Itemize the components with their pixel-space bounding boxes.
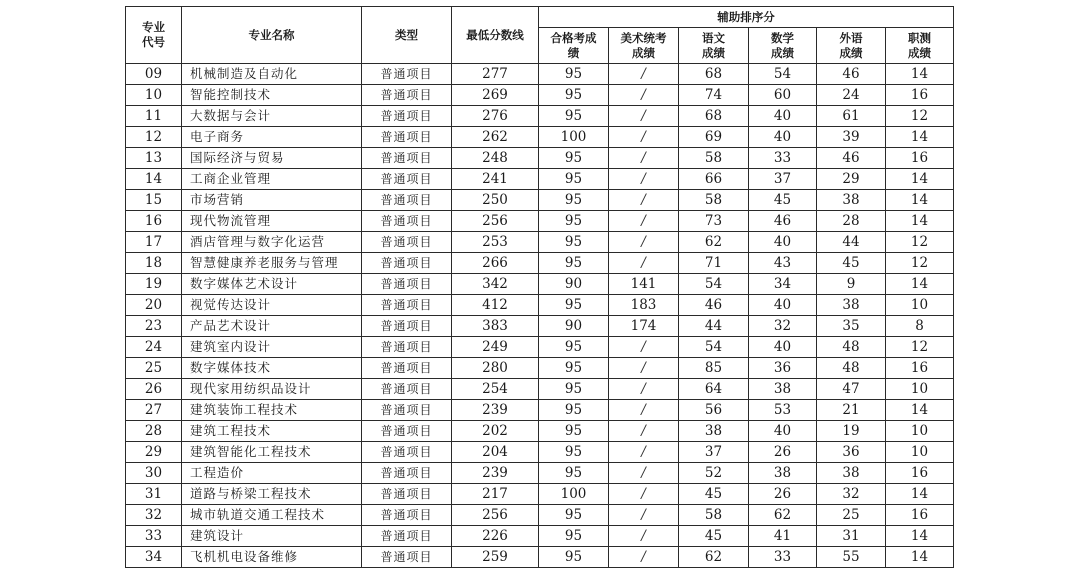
cell-min-score: 383 xyxy=(452,316,539,337)
cell-art-exam: 183 xyxy=(609,295,679,316)
cell-math: 40 xyxy=(749,421,817,442)
cell-type: 普通项目 xyxy=(362,526,452,547)
cell-art-exam: / xyxy=(609,358,679,379)
cell-min-score: 412 xyxy=(452,295,539,316)
cell-art-exam: / xyxy=(609,190,679,211)
header-art-exam: 美术统考成绩 xyxy=(609,28,679,64)
cell-math: 37 xyxy=(749,169,817,190)
cell-code: 29 xyxy=(126,442,182,463)
cell-code: 17 xyxy=(126,232,182,253)
cell-art-exam: / xyxy=(609,463,679,484)
cell-math: 32 xyxy=(749,316,817,337)
cell-code: 19 xyxy=(126,274,182,295)
cell-chinese: 73 xyxy=(679,211,749,232)
cell-name: 数字媒体技术 xyxy=(182,358,362,379)
cell-name: 建筑工程技术 xyxy=(182,421,362,442)
cell-min-score: 241 xyxy=(452,169,539,190)
cell-pass-exam: 95 xyxy=(539,64,609,85)
header-math: 数学成绩 xyxy=(749,28,817,64)
cell-code: 11 xyxy=(126,106,182,127)
table-row xyxy=(126,127,954,148)
cell-name: 建筑装饰工程技术 xyxy=(182,400,362,421)
cell-foreign-lang: 45 xyxy=(817,253,886,274)
cell-type: 普通项目 xyxy=(362,232,452,253)
cell-aptitude: 14 xyxy=(886,547,954,568)
table-row xyxy=(126,358,954,379)
cell-name: 工程造价 xyxy=(182,463,362,484)
cell-type: 普通项目 xyxy=(362,211,452,232)
cell-chinese: 44 xyxy=(679,316,749,337)
cell-math: 33 xyxy=(749,547,817,568)
cell-code: 14 xyxy=(126,169,182,190)
table-row xyxy=(126,295,954,316)
cell-name: 产品艺术设计 xyxy=(182,316,362,337)
cell-chinese: 62 xyxy=(679,232,749,253)
cell-chinese: 54 xyxy=(679,274,749,295)
cell-math: 45 xyxy=(749,190,817,211)
cell-pass-exam: 95 xyxy=(539,85,609,106)
cell-pass-exam: 95 xyxy=(539,442,609,463)
admission-score-table xyxy=(125,6,954,568)
cell-pass-exam: 95 xyxy=(539,190,609,211)
table-row xyxy=(126,64,954,85)
cell-foreign-lang: 9 xyxy=(817,274,886,295)
cell-chinese: 85 xyxy=(679,358,749,379)
cell-chinese: 66 xyxy=(679,169,749,190)
cell-aptitude: 12 xyxy=(886,232,954,253)
cell-min-score: 256 xyxy=(452,211,539,232)
cell-code: 31 xyxy=(126,484,182,505)
cell-art-exam: / xyxy=(609,379,679,400)
table-row xyxy=(126,547,954,568)
cell-pass-exam: 95 xyxy=(539,169,609,190)
cell-chinese: 74 xyxy=(679,85,749,106)
cell-min-score: 217 xyxy=(452,484,539,505)
cell-foreign-lang: 24 xyxy=(817,85,886,106)
table-row xyxy=(126,253,954,274)
cell-math: 62 xyxy=(749,505,817,526)
cell-chinese: 64 xyxy=(679,379,749,400)
cell-min-score: 256 xyxy=(452,505,539,526)
cell-type: 普通项目 xyxy=(362,379,452,400)
cell-min-score: 266 xyxy=(452,253,539,274)
cell-min-score: 250 xyxy=(452,190,539,211)
cell-math: 26 xyxy=(749,484,817,505)
cell-type: 普通项目 xyxy=(362,505,452,526)
cell-name: 智能控制技术 xyxy=(182,85,362,106)
cell-math: 40 xyxy=(749,295,817,316)
table-body xyxy=(126,64,954,568)
cell-pass-exam: 90 xyxy=(539,316,609,337)
cell-art-exam: / xyxy=(609,148,679,169)
cell-pass-exam: 95 xyxy=(539,421,609,442)
cell-aptitude: 12 xyxy=(886,337,954,358)
cell-name: 现代家用纺织品设计 xyxy=(182,379,362,400)
cell-pass-exam: 90 xyxy=(539,274,609,295)
cell-foreign-lang: 46 xyxy=(817,148,886,169)
cell-name: 电子商务 xyxy=(182,127,362,148)
admission-score-table-wrapper xyxy=(125,6,953,568)
cell-type: 普通项目 xyxy=(362,274,452,295)
cell-min-score: 259 xyxy=(452,547,539,568)
cell-chinese: 46 xyxy=(679,295,749,316)
cell-aptitude: 12 xyxy=(886,106,954,127)
cell-art-exam: / xyxy=(609,232,679,253)
cell-math: 34 xyxy=(749,274,817,295)
cell-aptitude: 14 xyxy=(886,169,954,190)
table-row xyxy=(126,505,954,526)
cell-min-score: 342 xyxy=(452,274,539,295)
cell-chinese: 56 xyxy=(679,400,749,421)
cell-pass-exam: 95 xyxy=(539,295,609,316)
cell-aptitude: 14 xyxy=(886,211,954,232)
cell-aptitude: 10 xyxy=(886,379,954,400)
cell-name: 数字媒体艺术设计 xyxy=(182,274,362,295)
cell-aptitude: 14 xyxy=(886,64,954,85)
table-row xyxy=(126,316,954,337)
cell-code: 18 xyxy=(126,253,182,274)
cell-art-exam: 174 xyxy=(609,316,679,337)
table-row xyxy=(126,169,954,190)
cell-aptitude: 16 xyxy=(886,463,954,484)
cell-foreign-lang: 38 xyxy=(817,190,886,211)
table-row xyxy=(126,148,954,169)
cell-art-exam: / xyxy=(609,442,679,463)
cell-pass-exam: 95 xyxy=(539,463,609,484)
cell-aptitude: 12 xyxy=(886,253,954,274)
cell-foreign-lang: 38 xyxy=(817,295,886,316)
cell-chinese: 37 xyxy=(679,442,749,463)
cell-code: 09 xyxy=(126,64,182,85)
cell-pass-exam: 100 xyxy=(539,484,609,505)
table-row xyxy=(126,190,954,211)
cell-art-exam: / xyxy=(609,547,679,568)
cell-art-exam: / xyxy=(609,526,679,547)
cell-type: 普通项目 xyxy=(362,421,452,442)
cell-pass-exam: 95 xyxy=(539,505,609,526)
cell-foreign-lang: 44 xyxy=(817,232,886,253)
cell-math: 26 xyxy=(749,442,817,463)
header-name: 专业名称 xyxy=(182,7,362,64)
cell-code: 25 xyxy=(126,358,182,379)
cell-foreign-lang: 19 xyxy=(817,421,886,442)
cell-chinese: 38 xyxy=(679,421,749,442)
cell-aptitude: 14 xyxy=(886,526,954,547)
cell-pass-exam: 95 xyxy=(539,526,609,547)
cell-type: 普通项目 xyxy=(362,463,452,484)
cell-name: 大数据与会计 xyxy=(182,106,362,127)
cell-foreign-lang: 35 xyxy=(817,316,886,337)
cell-chinese: 45 xyxy=(679,526,749,547)
cell-chinese: 58 xyxy=(679,190,749,211)
cell-math: 40 xyxy=(749,106,817,127)
cell-type: 普通项目 xyxy=(362,190,452,211)
cell-type: 普通项目 xyxy=(362,295,452,316)
table-row xyxy=(126,442,954,463)
cell-math: 40 xyxy=(749,232,817,253)
cell-type: 普通项目 xyxy=(362,64,452,85)
cell-code: 12 xyxy=(126,127,182,148)
cell-code: 16 xyxy=(126,211,182,232)
cell-chinese: 58 xyxy=(679,148,749,169)
cell-foreign-lang: 61 xyxy=(817,106,886,127)
cell-name: 国际经济与贸易 xyxy=(182,148,362,169)
cell-aptitude: 16 xyxy=(886,85,954,106)
cell-code: 13 xyxy=(126,148,182,169)
cell-code: 10 xyxy=(126,85,182,106)
cell-name: 城市轨道交通工程技术 xyxy=(182,505,362,526)
cell-min-score: 202 xyxy=(452,421,539,442)
cell-pass-exam: 95 xyxy=(539,253,609,274)
cell-art-exam: / xyxy=(609,484,679,505)
cell-chinese: 62 xyxy=(679,547,749,568)
header-foreign-lang: 外语成绩 xyxy=(817,28,886,64)
cell-aptitude: 10 xyxy=(886,421,954,442)
cell-name: 工商企业管理 xyxy=(182,169,362,190)
cell-art-exam: / xyxy=(609,106,679,127)
cell-aptitude: 16 xyxy=(886,148,954,169)
cell-type: 普通项目 xyxy=(362,484,452,505)
cell-name: 机械制造及自动化 xyxy=(182,64,362,85)
cell-aptitude: 14 xyxy=(886,274,954,295)
cell-foreign-lang: 32 xyxy=(817,484,886,505)
cell-foreign-lang: 39 xyxy=(817,127,886,148)
cell-pass-exam: 95 xyxy=(539,358,609,379)
cell-name: 飞机机电设备维修 xyxy=(182,547,362,568)
cell-type: 普通项目 xyxy=(362,358,452,379)
cell-math: 33 xyxy=(749,148,817,169)
header-aptitude: 职测成绩 xyxy=(886,28,954,64)
cell-code: 33 xyxy=(126,526,182,547)
cell-aptitude: 16 xyxy=(886,505,954,526)
header-type: 类型 xyxy=(362,7,452,64)
header-chinese: 语文成绩 xyxy=(679,28,749,64)
cell-foreign-lang: 21 xyxy=(817,400,886,421)
cell-type: 普通项目 xyxy=(362,148,452,169)
cell-aptitude: 14 xyxy=(886,190,954,211)
cell-pass-exam: 95 xyxy=(539,148,609,169)
header-aux-group: 辅助排序分 xyxy=(539,7,954,28)
cell-pass-exam: 95 xyxy=(539,211,609,232)
cell-aptitude: 14 xyxy=(886,127,954,148)
cell-chinese: 68 xyxy=(679,106,749,127)
cell-chinese: 52 xyxy=(679,463,749,484)
cell-min-score: 269 xyxy=(452,85,539,106)
table-row xyxy=(126,106,954,127)
cell-min-score: 253 xyxy=(452,232,539,253)
cell-chinese: 68 xyxy=(679,64,749,85)
header-min-score: 最低分数线 xyxy=(452,7,539,64)
cell-min-score: 239 xyxy=(452,400,539,421)
cell-code: 24 xyxy=(126,337,182,358)
cell-foreign-lang: 48 xyxy=(817,337,886,358)
cell-chinese: 58 xyxy=(679,505,749,526)
table-row xyxy=(126,379,954,400)
cell-pass-exam: 95 xyxy=(539,400,609,421)
cell-math: 41 xyxy=(749,526,817,547)
cell-art-exam: / xyxy=(609,505,679,526)
cell-aptitude: 8 xyxy=(886,316,954,337)
cell-math: 38 xyxy=(749,379,817,400)
cell-code: 15 xyxy=(126,190,182,211)
cell-min-score: 204 xyxy=(452,442,539,463)
cell-min-score: 239 xyxy=(452,463,539,484)
cell-name: 视觉传达设计 xyxy=(182,295,362,316)
cell-type: 普通项目 xyxy=(362,253,452,274)
cell-type: 普通项目 xyxy=(362,106,452,127)
cell-aptitude: 10 xyxy=(886,295,954,316)
cell-math: 54 xyxy=(749,64,817,85)
cell-aptitude: 14 xyxy=(886,400,954,421)
cell-chinese: 69 xyxy=(679,127,749,148)
cell-pass-exam: 95 xyxy=(539,379,609,400)
cell-math: 53 xyxy=(749,400,817,421)
cell-min-score: 226 xyxy=(452,526,539,547)
cell-pass-exam: 95 xyxy=(539,106,609,127)
cell-name: 建筑室内设计 xyxy=(182,337,362,358)
cell-name: 道路与桥梁工程技术 xyxy=(182,484,362,505)
cell-name: 建筑设计 xyxy=(182,526,362,547)
cell-math: 38 xyxy=(749,463,817,484)
cell-code: 27 xyxy=(126,400,182,421)
cell-foreign-lang: 28 xyxy=(817,211,886,232)
cell-code: 34 xyxy=(126,547,182,568)
cell-name: 智慧健康养老服务与管理 xyxy=(182,253,362,274)
cell-chinese: 45 xyxy=(679,484,749,505)
cell-type: 普通项目 xyxy=(362,169,452,190)
cell-aptitude: 14 xyxy=(886,484,954,505)
cell-math: 40 xyxy=(749,127,817,148)
cell-foreign-lang: 25 xyxy=(817,505,886,526)
cell-code: 30 xyxy=(126,463,182,484)
table-row xyxy=(126,211,954,232)
cell-foreign-lang: 31 xyxy=(817,526,886,547)
table-row xyxy=(126,484,954,505)
table-row xyxy=(126,463,954,484)
cell-type: 普通项目 xyxy=(362,85,452,106)
cell-foreign-lang: 48 xyxy=(817,358,886,379)
cell-min-score: 276 xyxy=(452,106,539,127)
cell-type: 普通项目 xyxy=(362,547,452,568)
table-row xyxy=(126,274,954,295)
cell-pass-exam: 95 xyxy=(539,547,609,568)
cell-pass-exam: 95 xyxy=(539,337,609,358)
cell-aptitude: 10 xyxy=(886,442,954,463)
cell-type: 普通项目 xyxy=(362,337,452,358)
cell-name: 建筑智能化工程技术 xyxy=(182,442,362,463)
cell-min-score: 254 xyxy=(452,379,539,400)
cell-math: 40 xyxy=(749,337,817,358)
cell-art-exam: / xyxy=(609,169,679,190)
cell-min-score: 248 xyxy=(452,148,539,169)
cell-art-exam: / xyxy=(609,421,679,442)
cell-min-score: 262 xyxy=(452,127,539,148)
table-row xyxy=(126,400,954,421)
cell-art-exam: / xyxy=(609,253,679,274)
cell-foreign-lang: 55 xyxy=(817,547,886,568)
table-row xyxy=(126,85,954,106)
cell-math: 36 xyxy=(749,358,817,379)
table-row xyxy=(126,232,954,253)
header-code: 专业代号 xyxy=(126,7,182,64)
cell-code: 32 xyxy=(126,505,182,526)
table-row xyxy=(126,526,954,547)
cell-foreign-lang: 47 xyxy=(817,379,886,400)
cell-name: 酒店管理与数字化运营 xyxy=(182,232,362,253)
table-row xyxy=(126,421,954,442)
cell-foreign-lang: 36 xyxy=(817,442,886,463)
cell-math: 60 xyxy=(749,85,817,106)
cell-math: 46 xyxy=(749,211,817,232)
cell-min-score: 249 xyxy=(452,337,539,358)
cell-type: 普通项目 xyxy=(362,127,452,148)
cell-art-exam: / xyxy=(609,85,679,106)
cell-type: 普通项目 xyxy=(362,442,452,463)
header-pass-exam: 合格考成绩 xyxy=(539,28,609,64)
cell-type: 普通项目 xyxy=(362,400,452,421)
cell-min-score: 280 xyxy=(452,358,539,379)
cell-art-exam: / xyxy=(609,211,679,232)
cell-art-exam: / xyxy=(609,400,679,421)
cell-code: 20 xyxy=(126,295,182,316)
cell-code: 23 xyxy=(126,316,182,337)
table-row xyxy=(126,337,954,358)
cell-art-exam: / xyxy=(609,127,679,148)
cell-pass-exam: 95 xyxy=(539,232,609,253)
cell-chinese: 71 xyxy=(679,253,749,274)
cell-art-exam: / xyxy=(609,337,679,358)
cell-chinese: 54 xyxy=(679,337,749,358)
cell-code: 26 xyxy=(126,379,182,400)
cell-code: 28 xyxy=(126,421,182,442)
cell-name: 市场营销 xyxy=(182,190,362,211)
cell-art-exam: / xyxy=(609,64,679,85)
cell-pass-exam: 100 xyxy=(539,127,609,148)
cell-type: 普通项目 xyxy=(362,316,452,337)
cell-foreign-lang: 46 xyxy=(817,64,886,85)
cell-name: 现代物流管理 xyxy=(182,211,362,232)
cell-foreign-lang: 38 xyxy=(817,463,886,484)
cell-math: 43 xyxy=(749,253,817,274)
cell-aptitude: 16 xyxy=(886,358,954,379)
cell-foreign-lang: 29 xyxy=(817,169,886,190)
cell-art-exam: 141 xyxy=(609,274,679,295)
cell-min-score: 277 xyxy=(452,64,539,85)
